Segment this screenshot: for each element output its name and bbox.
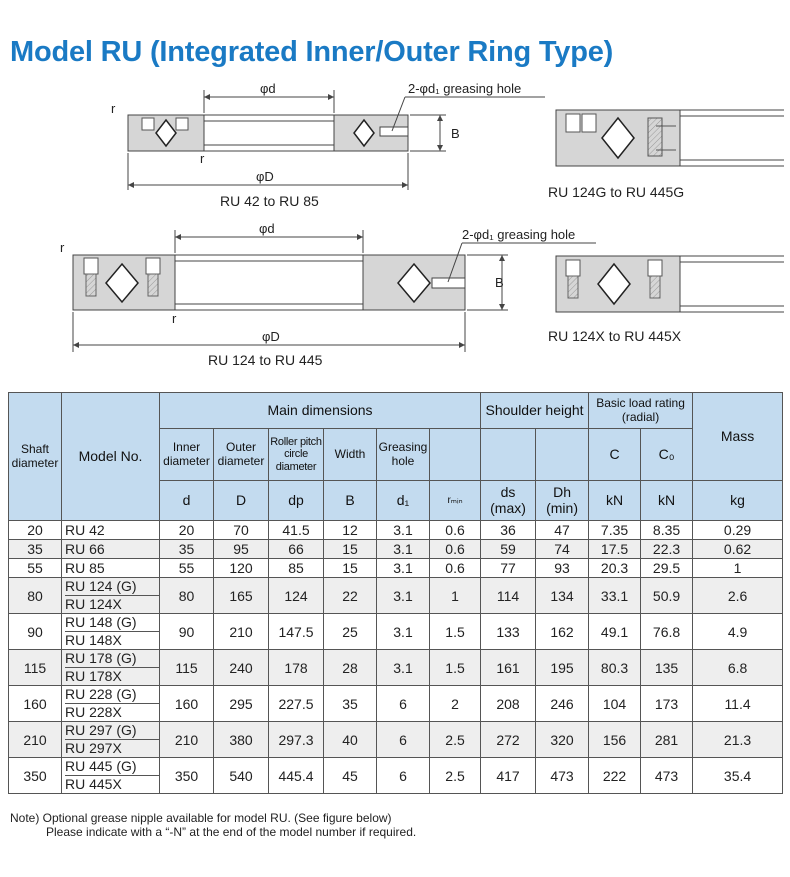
cell-model bbox=[62, 650, 160, 686]
cell-dp: 124 bbox=[269, 578, 324, 614]
cell-shaft: 35 bbox=[9, 540, 62, 559]
cell-c: 80.3 bbox=[589, 650, 641, 686]
cell-d1: 6 bbox=[377, 722, 430, 758]
cell-mass: 1 bbox=[693, 559, 783, 578]
cell-d1: 3.1 bbox=[377, 578, 430, 614]
cell-d1: 3.1 bbox=[377, 614, 430, 650]
page-title: Model RU (Integrated Inner/Outer Ring Type) bbox=[10, 36, 614, 68]
cell-model: RU 85 bbox=[62, 559, 160, 578]
header-sym-dh: Dh (min) bbox=[536, 481, 589, 521]
header-unit-kn-c0: kN bbox=[641, 481, 693, 521]
cell-dp: 85 bbox=[269, 559, 324, 578]
header-sym-D: D bbox=[214, 481, 269, 521]
cell-shaft: 350 bbox=[9, 758, 62, 794]
header-sym-ds: ds (max) bbox=[481, 481, 536, 521]
cell-d1: 3.1 bbox=[377, 650, 430, 686]
cell-D: 95 bbox=[214, 540, 269, 559]
cell-ds: 161 bbox=[481, 650, 536, 686]
cell-model bbox=[62, 578, 160, 614]
cell-B: 15 bbox=[324, 540, 377, 559]
header-mass: Mass bbox=[693, 393, 783, 481]
d1-label-hole: 2-φd₁ greasing hole bbox=[408, 81, 522, 96]
cell-shaft: 90 bbox=[9, 614, 62, 650]
d3-caption: RU 124 to RU 445 bbox=[208, 352, 323, 368]
cell-c0: 473 bbox=[641, 758, 693, 794]
cell-dp: 297.3 bbox=[269, 722, 324, 758]
cell-dp: 66 bbox=[269, 540, 324, 559]
cell-dh: 246 bbox=[536, 686, 589, 722]
header-c: C bbox=[589, 429, 641, 481]
model-variant: RU 178X bbox=[65, 667, 159, 685]
cell-mass: 6.8 bbox=[693, 650, 783, 686]
header-unit-kg: kg bbox=[693, 481, 783, 521]
cell-c0: 29.5 bbox=[641, 559, 693, 578]
header-sym-rmin: rₘᵢₙ bbox=[430, 481, 481, 521]
d3-label-D: φD bbox=[262, 329, 280, 344]
cell-ds: 77 bbox=[481, 559, 536, 578]
cell-d1: 6 bbox=[377, 686, 430, 722]
cell-dh: 74 bbox=[536, 540, 589, 559]
cell-model bbox=[62, 686, 160, 722]
cell-shaft: 160 bbox=[9, 686, 62, 722]
cell-D: 165 bbox=[214, 578, 269, 614]
cell-d: 35 bbox=[160, 540, 214, 559]
d1-label-B: B bbox=[451, 126, 460, 141]
header-blank-2 bbox=[481, 429, 536, 481]
cell-D: 540 bbox=[214, 758, 269, 794]
cell-D: 380 bbox=[214, 722, 269, 758]
header-roller-pitch: Roller pitch circle diameter bbox=[269, 429, 324, 481]
cell-c0: 22.3 bbox=[641, 540, 693, 559]
header-greasing-hole: Greasing hole bbox=[377, 429, 430, 481]
model-variant: RU 297X bbox=[65, 739, 159, 757]
cell-shaft: 210 bbox=[9, 722, 62, 758]
model-variant: RU 228X bbox=[65, 703, 159, 721]
d3-label-r2: r bbox=[172, 311, 177, 326]
cell-ds: 59 bbox=[481, 540, 536, 559]
drawing-ru124x-445x bbox=[548, 256, 784, 344]
header-basic-load-rating: Basic load rating (radial) bbox=[589, 393, 693, 429]
cell-shaft: 115 bbox=[9, 650, 62, 686]
cell-c: 33.1 bbox=[589, 578, 641, 614]
cell-B: 28 bbox=[324, 650, 377, 686]
cell-c0: 76.8 bbox=[641, 614, 693, 650]
cell-d1: 3.1 bbox=[377, 521, 430, 540]
header-shoulder-height: Shoulder height bbox=[481, 393, 589, 429]
cell-dh: 320 bbox=[536, 722, 589, 758]
drawing-ru42-85 bbox=[111, 81, 545, 209]
cell-r: 0.6 bbox=[430, 540, 481, 559]
header-sym-d1: d₁ bbox=[377, 481, 430, 521]
cell-dh: 47 bbox=[536, 521, 589, 540]
cell-dp: 445.4 bbox=[269, 758, 324, 794]
cell-D: 295 bbox=[214, 686, 269, 722]
d3-label-d: φd bbox=[259, 221, 275, 236]
footnote-line-1: Note) Optional grease nipple available for model RU. (See figure below) bbox=[10, 811, 392, 825]
cell-dh: 93 bbox=[536, 559, 589, 578]
cell-c: 20.3 bbox=[589, 559, 641, 578]
d3-label-r1: r bbox=[60, 240, 65, 255]
bearing-drawings bbox=[0, 0, 790, 385]
d2-caption: RU 124G to RU 445G bbox=[548, 184, 685, 200]
header-blank-3 bbox=[536, 429, 589, 481]
cell-B: 35 bbox=[324, 686, 377, 722]
cell-D: 70 bbox=[214, 521, 269, 540]
header-c0: C₀ bbox=[641, 429, 693, 481]
cell-r: 1.5 bbox=[430, 614, 481, 650]
cell-shaft: 55 bbox=[9, 559, 62, 578]
cell-c0: 8.35 bbox=[641, 521, 693, 540]
table-row bbox=[9, 559, 783, 578]
model-variant: RU 178 (G) bbox=[65, 650, 137, 666]
cell-d: 80 bbox=[160, 578, 214, 614]
model-variant: RU 445X bbox=[65, 775, 159, 793]
cell-ds: 272 bbox=[481, 722, 536, 758]
cell-d: 90 bbox=[160, 614, 214, 650]
footnote bbox=[10, 811, 416, 839]
cell-model: RU 42 bbox=[62, 521, 160, 540]
cell-d1: 3.1 bbox=[377, 540, 430, 559]
header-main-dimensions: Main dimensions bbox=[160, 393, 481, 429]
cell-d: 115 bbox=[160, 650, 214, 686]
cell-d1: 3.1 bbox=[377, 559, 430, 578]
cell-ds: 133 bbox=[481, 614, 536, 650]
cell-c0: 135 bbox=[641, 650, 693, 686]
d4-caption: RU 124X to RU 445X bbox=[548, 328, 682, 344]
cell-B: 22 bbox=[324, 578, 377, 614]
cell-c: 104 bbox=[589, 686, 641, 722]
footnote-line-2: Please indicate with a “-N” at the end of the model number if required. bbox=[46, 825, 417, 839]
cell-B: 45 bbox=[324, 758, 377, 794]
cell-B: 40 bbox=[324, 722, 377, 758]
cell-d1: 6 bbox=[377, 758, 430, 794]
table-body bbox=[9, 521, 783, 794]
cell-r: 1 bbox=[430, 578, 481, 614]
cell-B: 25 bbox=[324, 614, 377, 650]
cell-c: 156 bbox=[589, 722, 641, 758]
header-blank bbox=[430, 429, 481, 481]
cell-r: 2 bbox=[430, 686, 481, 722]
cell-dh: 195 bbox=[536, 650, 589, 686]
cell-model bbox=[62, 722, 160, 758]
drawing-ru124g-445g bbox=[548, 110, 784, 200]
table-row bbox=[9, 521, 783, 540]
d3-label-hole: 2-φd₁ greasing hole bbox=[462, 227, 576, 242]
cell-D: 120 bbox=[214, 559, 269, 578]
header-outer-diameter: Outer diameter bbox=[214, 429, 269, 481]
cell-r: 2.5 bbox=[430, 722, 481, 758]
cell-mass: 4.9 bbox=[693, 614, 783, 650]
header-shaft-diameter: Shaft diameter bbox=[9, 393, 62, 521]
table-row bbox=[9, 758, 783, 794]
cell-dp: 227.5 bbox=[269, 686, 324, 722]
model-variant: RU 148 (G) bbox=[65, 614, 137, 630]
cell-ds: 114 bbox=[481, 578, 536, 614]
cell-c: 222 bbox=[589, 758, 641, 794]
cell-ds: 36 bbox=[481, 521, 536, 540]
cell-dp: 147.5 bbox=[269, 614, 324, 650]
cell-c0: 173 bbox=[641, 686, 693, 722]
header-inner-diameter: Inner diameter bbox=[160, 429, 214, 481]
d1-caption: RU 42 to RU 85 bbox=[220, 193, 319, 209]
cell-mass: 0.29 bbox=[693, 521, 783, 540]
cell-d: 350 bbox=[160, 758, 214, 794]
cell-d: 55 bbox=[160, 559, 214, 578]
cell-mass: 2.6 bbox=[693, 578, 783, 614]
cell-d: 210 bbox=[160, 722, 214, 758]
cell-r: 0.6 bbox=[430, 521, 481, 540]
header-sym-dp: dp bbox=[269, 481, 324, 521]
model-variant: RU 297 (G) bbox=[65, 722, 137, 738]
cell-r: 2.5 bbox=[430, 758, 481, 794]
specification-table bbox=[8, 392, 783, 794]
cell-c0: 50.9 bbox=[641, 578, 693, 614]
d1-label-r2: r bbox=[200, 151, 205, 166]
header-model-no: Model No. bbox=[62, 393, 160, 521]
cell-dh: 134 bbox=[536, 578, 589, 614]
cell-B: 12 bbox=[324, 521, 377, 540]
cell-shaft: 20 bbox=[9, 521, 62, 540]
cell-c0: 281 bbox=[641, 722, 693, 758]
cell-mass: 11.4 bbox=[693, 686, 783, 722]
model-variant: RU 124 (G) bbox=[65, 578, 137, 594]
cell-B: 15 bbox=[324, 559, 377, 578]
table-row bbox=[9, 578, 783, 614]
cell-ds: 417 bbox=[481, 758, 536, 794]
model-variant: RU 148X bbox=[65, 631, 159, 649]
cell-dp: 41.5 bbox=[269, 521, 324, 540]
cell-c: 17.5 bbox=[589, 540, 641, 559]
cell-d: 20 bbox=[160, 521, 214, 540]
d1-label-r1: r bbox=[111, 101, 116, 116]
table-row bbox=[9, 686, 783, 722]
cell-dp: 178 bbox=[269, 650, 324, 686]
header-unit-kn-c: kN bbox=[589, 481, 641, 521]
cell-mass: 0.62 bbox=[693, 540, 783, 559]
cell-r: 0.6 bbox=[430, 559, 481, 578]
cell-c: 49.1 bbox=[589, 614, 641, 650]
table-row bbox=[9, 650, 783, 686]
d1-label-d: φd bbox=[260, 81, 276, 96]
header-width: Width bbox=[324, 429, 377, 481]
model-variant: RU 445 (G) bbox=[65, 758, 137, 774]
table-row bbox=[9, 614, 783, 650]
cell-r: 1.5 bbox=[430, 650, 481, 686]
cell-model: RU 66 bbox=[62, 540, 160, 559]
cell-shaft: 80 bbox=[9, 578, 62, 614]
header-sym-d: d bbox=[160, 481, 214, 521]
cell-D: 240 bbox=[214, 650, 269, 686]
cell-dh: 162 bbox=[536, 614, 589, 650]
header-sym-B: B bbox=[324, 481, 377, 521]
cell-c: 7.35 bbox=[589, 521, 641, 540]
model-variant: RU 124X bbox=[65, 595, 159, 613]
model-variant: RU 228 (G) bbox=[65, 686, 137, 702]
cell-mass: 21.3 bbox=[693, 722, 783, 758]
d1-label-D: φD bbox=[256, 169, 274, 184]
cell-mass: 35.4 bbox=[693, 758, 783, 794]
cell-D: 210 bbox=[214, 614, 269, 650]
cell-dh: 473 bbox=[536, 758, 589, 794]
cell-ds: 208 bbox=[481, 686, 536, 722]
cell-model bbox=[62, 758, 160, 794]
cell-d: 160 bbox=[160, 686, 214, 722]
drawing-ru124-445 bbox=[60, 221, 596, 368]
table-row bbox=[9, 540, 783, 559]
table-row bbox=[9, 722, 783, 758]
cell-model bbox=[62, 614, 160, 650]
d3-label-B: B bbox=[495, 275, 504, 290]
